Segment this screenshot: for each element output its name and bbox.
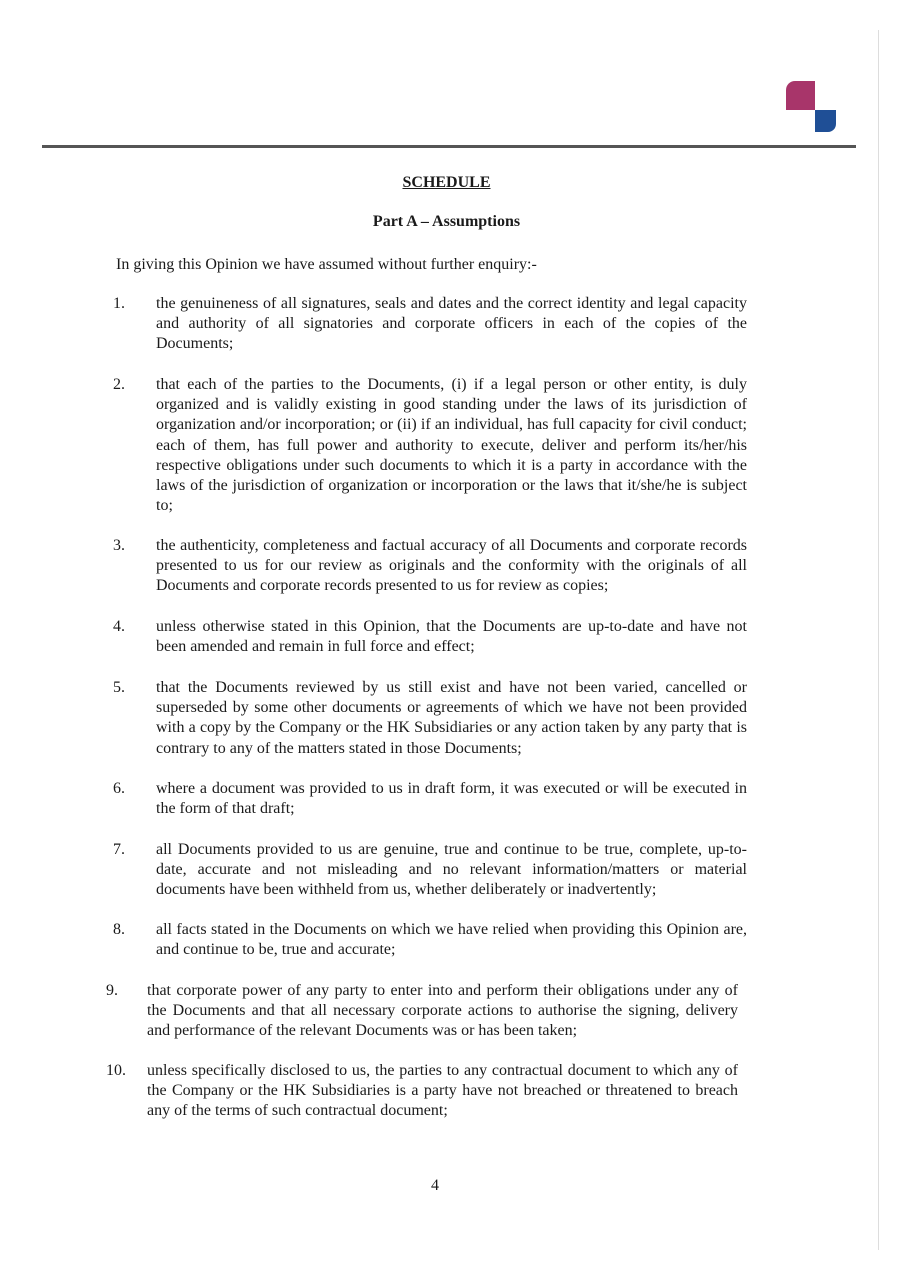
part-title: Part A – Assumptions bbox=[372, 213, 521, 230]
item-text: that the Documents reviewed by us still exist and have not been varied, cancelled or superseded by some other documents or agreements of which we have not been provided with a copy by the Company or the HK Subsidiaries or any action taken by any party that is contrary to any of the matters stated in those Documents; bbox=[156, 679, 747, 757]
item-text: unless otherwise stated in this Opinion, that the Documents are up-to-date and have not been amended and remain in full force and effect; bbox=[156, 618, 747, 656]
item-number: 2. bbox=[113, 376, 125, 393]
schedule-title: SCHEDULE bbox=[402, 174, 491, 191]
header-rule bbox=[42, 145, 856, 148]
page-number: 4 bbox=[431, 1177, 439, 1194]
item-number: 3. bbox=[113, 537, 125, 554]
item-number: 8. bbox=[113, 921, 125, 938]
item-number: 6. bbox=[113, 780, 125, 797]
item-text: the genuineness of all signatures, seals and dates and the correct identity and legal capacity and authority of all signatories and corporate officers in each of the copies of the Documents; bbox=[156, 295, 747, 353]
item-text: all Documents provided to us are genuine, true and continue to be true, complete, up-to-date, accurate and not misleading and no relevant information/matters or material documents have been withheld from us, whether deliberately or inadvertently; bbox=[156, 841, 747, 899]
item-number: 5. bbox=[113, 679, 125, 696]
item-text: all facts stated in the Documents on which we have relied when providing this Opinion are, and continue to be, true and accurate; bbox=[156, 921, 747, 959]
logo-magenta-square bbox=[786, 81, 815, 110]
item-text: unless specifically disclosed to us, the parties to any contractual document to which any of the Company or the HK Subsidiaries is a party have not breached or threatened to breach any of the terms of such contractual document; bbox=[147, 1062, 738, 1120]
item-number: 1. bbox=[113, 295, 125, 312]
item-number: 10. bbox=[106, 1062, 126, 1079]
item-number: 9. bbox=[106, 982, 118, 999]
item-text: where a document was provided to us in draft form, it was executed or will be executed in the form of that draft; bbox=[156, 780, 747, 818]
intro-paragraph: In giving this Opinion we have assumed without further enquiry:- bbox=[116, 256, 537, 273]
item-text: the authenticity, completeness and factual accuracy of all Documents and corporate records presented to us for our review as originals and the conformity with the originals of all Documents and corporate records presented to us for review as copies; bbox=[156, 537, 747, 595]
item-number: 7. bbox=[113, 841, 125, 858]
item-text: that corporate power of any party to enter into and perform their obligations under any of the Documents and that all necessary corporate actions to authorise the signing, delivery and performance of the relevant Documents was or has been taken; bbox=[147, 982, 738, 1040]
item-text: that each of the parties to the Documents, (i) if a legal person or other entity, is duly organized and is validly existing in good standing under the laws of its jurisdiction of organization and/or incorporation; or (ii) if an individual, has full capacity for civil conduct; each of them, has full power and authority to execute, deliver and perform its/her/his respective obligations under such documents to which it is a party in accordance with the laws of the jurisdiction of organization or incorporation or the laws that it/she/he is subject to; bbox=[156, 376, 747, 515]
logo-blue-square bbox=[815, 110, 836, 132]
item-number: 4. bbox=[113, 618, 125, 635]
